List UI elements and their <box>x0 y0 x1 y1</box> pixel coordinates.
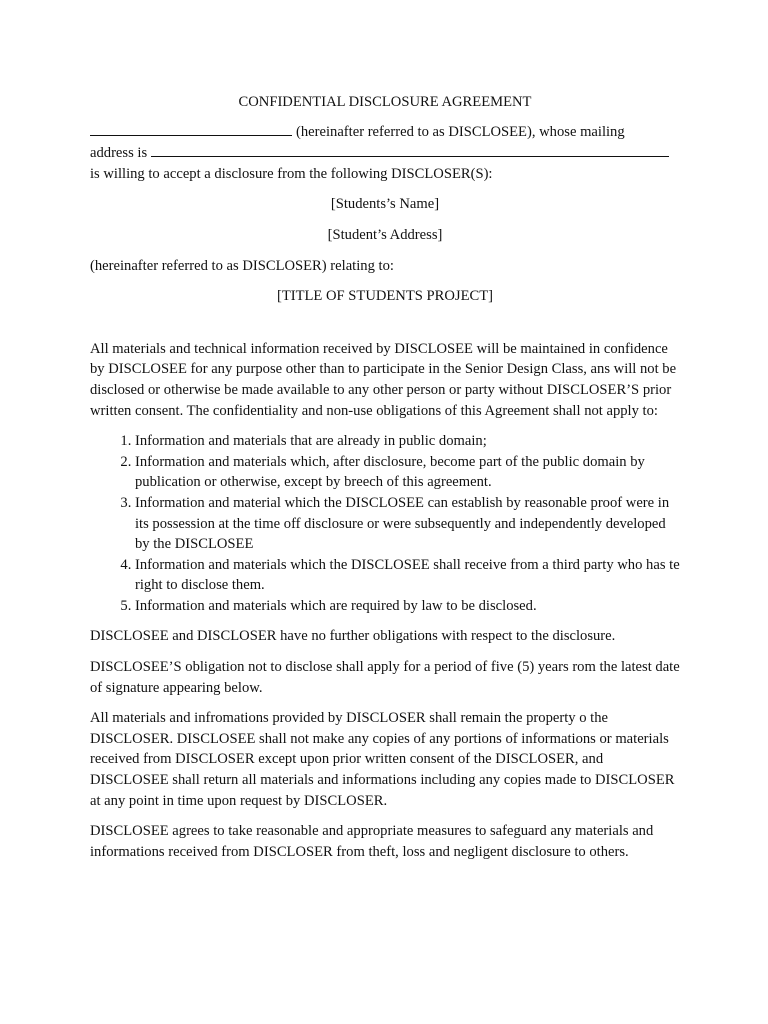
intro-paragraph: All materials and technical information received by DISCLOSEE will be maintained in confidence by DISCLOSEE for any purpose other than to participate in the Senior Design Class, ans will not be disclosed or otherwise be made available to any other person or party without DISCLOSER’S prior written consent. The confidentiality and non-use obligations of this Agreement shall not apply to: <box>90 340 677 419</box>
discloser-line: (hereinafter referred to as DISCLOSER) relating to: <box>90 257 394 274</box>
exception-item: 3. Information and material which the DISCLOSEE can establish by reasonable proof were in its possession at the time off disclosure or were subsequently and independently developed by the DISCLOSEE <box>135 493 680 555</box>
student-name-placeholder: [Students’s Name] <box>330 196 440 213</box>
no-obligations-paragraph: DISCLOSEE and DISCLOSER have no further obligations with respect to the disclosure. <box>90 628 616 645</box>
section-spacer <box>90 307 680 339</box>
agreement-page <box>90 92 680 862</box>
property-paragraph: All materials and infromations provided by DISCLOSER shall remain the property o the DISCLOSER. DISCLOSEE shall not make any copies of any portions of informations or materials received from DISCLOSER except upon prior written consent of the DISCLOSER, and DISCLOSEE shall return all materials and informations including any copies made to DISCLOSER at any point in time upon request by DISCLOSER. <box>90 710 675 809</box>
safeguard-paragraph: DISCLOSEE agrees to take reasonable and appropriate measures to safeguard any materials and informations received from DISCLOSER from theft, loss and negligent disclosure to others. <box>90 823 654 860</box>
disclosee-line-text: (hereinafter referred to as DISCLOSEE), whose mailing <box>296 123 625 140</box>
address-line <box>90 142 680 164</box>
exception-item: 2. Information and materials which, after disclosure, become part of the public domain by publication or otherwise, except by breech of this agreement. <box>135 452 680 493</box>
exception-item: 5. Information and materials which are required by law to be disclosed. <box>135 596 680 617</box>
exceptions-list <box>90 431 680 616</box>
disclosee-line <box>90 121 680 143</box>
disclosee-name-blank[interactable] <box>90 121 292 136</box>
exception-item: 4. Information and materials which the DISCLOSEE shall receive from a third party who has te right to disclose them. <box>135 555 680 596</box>
period-paragraph: DISCLOSEE’S obligation not to disclose shall apply for a period of five (5) years rom the latest date of signature appearing below. <box>90 659 680 696</box>
address-label: address is <box>90 145 148 162</box>
exception-item: 1. Information and materials that are already in public domain; <box>135 431 680 452</box>
mailing-address-blank[interactable] <box>151 142 669 157</box>
student-address-placeholder: [Student’s Address] <box>327 226 443 243</box>
project-title-placeholder: [TITLE OF STUDENTS PROJECT] <box>276 288 494 305</box>
willing-line: is willing to accept a disclosure from the following DISCLOSER(S): <box>90 165 493 182</box>
document-title: CONFIDENTIAL DISCLOSURE AGREEMENT <box>238 94 532 110</box>
